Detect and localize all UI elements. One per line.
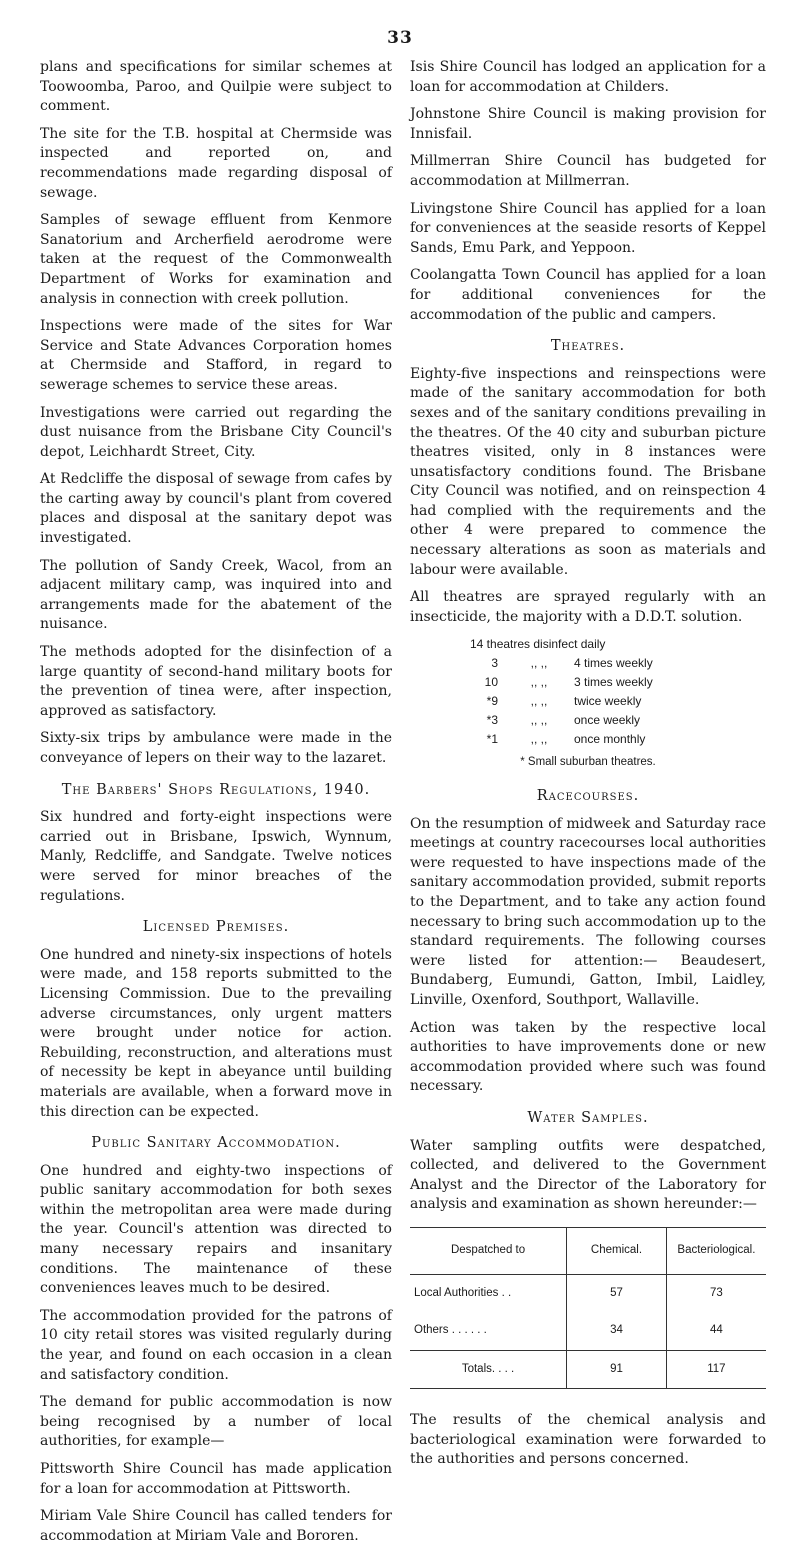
- page-number: 33: [387, 28, 413, 48]
- row-label: Local Authorities . .: [414, 1286, 512, 1299]
- paragraph: Six hundred and forty-eight inspections were carried out in Brisbane, Ipswich, Wynnum, Manly, Redcliffe, and Sandgate. Twelve notices were served for minor breaches of the regulations.: [40, 809, 392, 904]
- paragraph: The accommodation provided for the patrons of 10 city retail stores was visited regularly during the year, and found on each occasion in a clean and satisfactory condition.: [40, 1307, 392, 1383]
- paragraph: At Redcliffe the disposal of sewage from cafes by the carting away by council's plant from covered places and disposal at the sanitary depot was investigated.: [40, 471, 392, 547]
- total-label: Totals. . . .: [410, 1350, 567, 1389]
- paragraph: The pollution of Sandy Creek, Wacol, from an adjacent military camp, was inquired into and arrangements made for the abatement of the nuisance.: [40, 557, 392, 633]
- paragraph: Sixty-six trips by ambulance were made in the conveyance of lepers on their way to the lazaret.: [40, 730, 392, 766]
- ditto-marks: ,, ,,: [530, 713, 548, 728]
- paragraph: Inspections were made of the sites for War Service and State Advances Corporation homes at Chermside and Stafford, in regard to sewerage schemes to service these areas.: [40, 318, 392, 393]
- section-heading-water-samples: Water Samples.: [527, 1109, 649, 1126]
- paragraph: Samples of sewage effluent from Kenmore Sanatorium and Archerfield aerodrome were taken at the request of the Commonwealth Department of Works for examination and analysis in connection with creek pollution.: [40, 212, 392, 307]
- paragraph: Investigations were carried out regarding the dust nuisance from the Brisbane City Council's depot, Leichhardt Street, City.: [40, 404, 392, 460]
- list-item: [410, 654, 766, 673]
- list-frequency: 4 times weekly: [574, 656, 653, 671]
- ditto-marks: ,, ,,: [530, 732, 548, 747]
- paragraph: Isis Shire Council has lodged an application for a loan for accommodation at Childers.: [410, 59, 766, 95]
- section-heading-barbers: The Barbers' Shops Regulations, 1940.: [61, 781, 371, 798]
- ditto-marks: ,, ,,: [530, 656, 548, 671]
- list-count: 3: [491, 656, 498, 671]
- list-frequency: 3 times weekly: [574, 675, 653, 690]
- paragraph: Action was taken by the respective local authorities to have improvements done or new accommodation provided where such was found necessary.: [410, 1019, 766, 1095]
- paragraph: The demand for public accommodation is now being recognised by a number of local authorities, for example—: [40, 1394, 392, 1450]
- list-item: [410, 692, 766, 711]
- left-column: [40, 58, 392, 1554]
- table-total-row: [410, 1350, 766, 1389]
- list-item: [410, 673, 766, 692]
- bacteriological-total: 117: [666, 1350, 766, 1389]
- ditto-marks: ,, ,,: [530, 675, 548, 690]
- table-row: [410, 1312, 766, 1350]
- paragraph: The results of the chemical analysis and bacteriological examination were forwarded to the authorities and persons concerned.: [410, 1412, 766, 1468]
- paragraph: One hundred and eighty-two inspections of public sanitary accommodation for both sexes within the metropolitan area were made during the year. Council's attention was directed to many necessary repairs and insanitary conditions. The maintenance of these conveniences leaves much to be desired.: [40, 1162, 392, 1297]
- bacteriological-cell: 44: [666, 1312, 766, 1350]
- paragraph: The site for the T.B. hospital at Chermside was inspected and reported on, and recommendations made regarding disposal of sewage.: [40, 125, 392, 201]
- footnote: * Small suburban theatres.: [520, 756, 656, 769]
- paragraph: Pittsworth Shire Council has made application for a loan for accommodation at Pittsworth.: [40, 1461, 392, 1497]
- chemical-total: 91: [567, 1350, 667, 1389]
- paragraph: Water sampling outfits were despatched, collected, and delivered to the Government Analyst and the Director of the Laboratory for analysis and examination as shown hereunder:—: [410, 1137, 766, 1213]
- column-header: Chemical.: [567, 1227, 667, 1274]
- section-heading-racecourses: Racecourses.: [536, 788, 640, 805]
- section-heading-theatres: Theatres.: [550, 338, 626, 355]
- paragraph: All theatres are sprayed regularly with an insecticide, the majority with a D.D.T. solution.: [410, 589, 766, 625]
- list-frequency: twice weekly: [574, 694, 642, 709]
- paragraph: Livingstone Shire Council has applied for a loan for conveniences at the seaside resorts of Keppel Sands, Emu Park, and Yeppoon.: [410, 200, 766, 256]
- column-header: Despatched to: [410, 1227, 567, 1274]
- disinfect-list: [410, 635, 766, 749]
- table-header-row: [410, 1227, 766, 1274]
- section-heading-public-sanitary: Public Sanitary Accommodation.: [91, 1135, 341, 1152]
- paragraph: Johnstone Shire Council is making provision for Innisfail.: [410, 106, 766, 142]
- ditto-marks: ,, ,,: [530, 694, 548, 709]
- row-label: Others . . . . . .: [414, 1324, 487, 1337]
- section-heading-licensed: Licensed Premises.: [142, 919, 290, 936]
- chemical-cell: 57: [567, 1274, 667, 1312]
- paragraph: Eighty-five inspections and reinspections were made of the sanitary accommodation for both sexes and of the sanitary conditions prevailing in the theatres. Of the 40 city and suburban picture theatres visited, only in 8 instances were unsatisfactory conditions found. The Brisbane City Council was notified, and on reinspection 4 had complied with the requirements and the other 4 were prepared to commence the necessary alterations as soon as materials and labour were available.: [410, 365, 766, 578]
- list-item: [410, 711, 766, 730]
- water-samples-table: [410, 1227, 766, 1389]
- list-item: [410, 730, 766, 749]
- list-count: 10: [484, 675, 498, 690]
- list-count: *3: [486, 713, 498, 728]
- list-frequency: once monthly: [574, 732, 646, 747]
- list-count: *9: [486, 694, 498, 709]
- list-count: *1: [486, 732, 498, 747]
- paragraph: The methods adopted for the disinfection of a large quantity of second-hand military boots for the prevention of tinea were, after inspection, approved as satisfactory.: [40, 644, 392, 719]
- paragraph: plans and specifications for similar schemes at Toowoomba, Paroo, and Quilpie were subject to comment.: [40, 59, 392, 115]
- column-header: Bacteriological.: [666, 1227, 766, 1274]
- bacteriological-cell: 73: [666, 1274, 766, 1312]
- paragraph: One hundred and ninety-six inspections of hotels were made, and 158 reports submitted to the Licensing Commission. Due to the prevailing adverse circumstances, only urgent matters were brought under notice for action. Rebuilding, reconstruction, and alterations must of necessity be kept in abeyance until building materials are available, when a forward move in this direction can be expected.: [40, 946, 392, 1120]
- chemical-cell: 34: [567, 1312, 667, 1350]
- paragraph: Miriam Vale Shire Council has called tenders for accommodation at Miriam Vale and Bororen.: [40, 1508, 392, 1544]
- list-frequency: once weekly: [574, 713, 641, 728]
- list-item: 14 theatres disinfect daily: [470, 637, 606, 652]
- table-row: [410, 1274, 766, 1312]
- right-column: [410, 58, 766, 1478]
- paragraph: On the resumption of midweek and Saturday race meetings at country racecourses local authorities were requested to have inspections made of the sanitary accommodation provided, submit reports to the Department, and to take any action found necessary to bring such accommodation up to the standard requirements. The following courses were listed for attention:— Beaudesert, Bundaberg, Eumundi, Gatton, Imbil, Laidley, Linville, Oxenford, Southport, Wallaville.: [410, 815, 766, 1008]
- paragraph: Coolangatta Town Council has applied for a loan for additional conveniences for the accommodation of the public and campers.: [410, 267, 766, 323]
- paragraph: Millmerran Shire Council has budgeted for accommodation at Millmerran.: [410, 153, 766, 189]
